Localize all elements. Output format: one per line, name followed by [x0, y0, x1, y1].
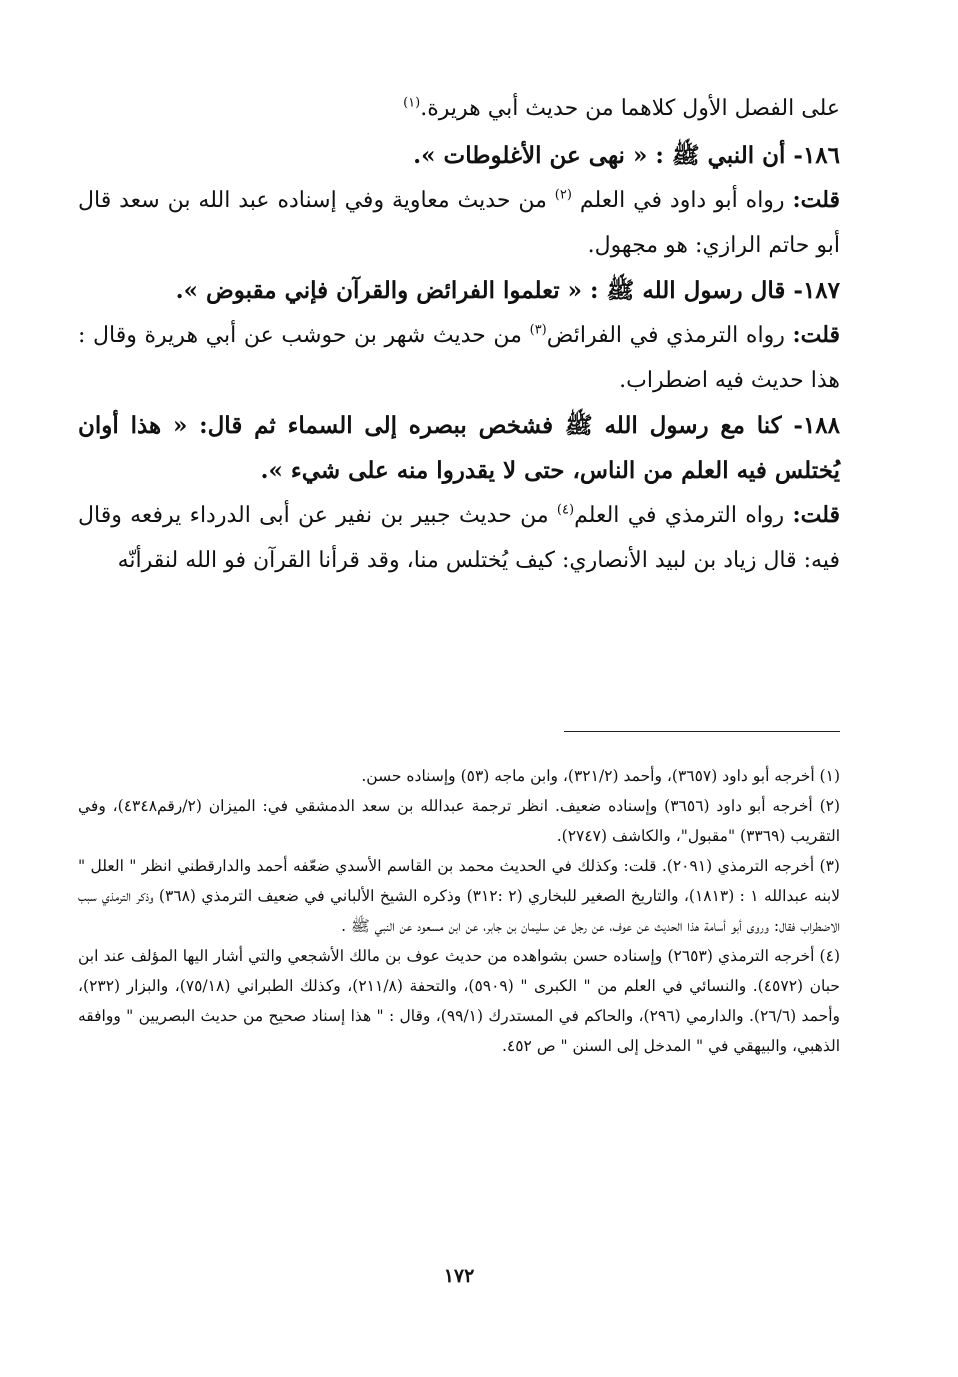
- footnote-4: (٤) أخرجه الترمذي (٢٦٥٣) وإسناده حسن بشواهده من حديث عوف بن مالك الأشجعي والتي أشار اليها المؤلف عند ابن حبان (٤٥٧٢). والنسائي في العلم من " الكبرى " (٥٩٠٩)، والتحفة (٢١١/٨)، وكذلك الطبراني (٧٥/١٨)، والبزار (٢٣٢)، وأحمد (٢٦/٦). والدارمي (٢٩٦)، والحاكم في المستدرك (٩٩/١)، وقال : " هذا إسناد صحيح من حديث البصريين " ووافقه الذهبي، والبيهقي في " المدخل إلى السنن " ص ٤٥٢.: [78, 947, 841, 1055]
- hadith-186: ١٨٦- أن النبي ﷺ : « نهى عن الأغلوطات ».: [413, 142, 840, 169]
- commentary-text: من حديث شهر بن حوشب عن أبي هريرة وقال : هذا حديث فيه اضطراب.: [78, 323, 840, 393]
- commentary-187: [78, 313, 840, 403]
- hadith-188: ١٨٨- كنا مع رسول الله ﷺ فشخص ببصره إلى السماء ثم قال: « هذا أوان يُختلس فيه العلم من الناس، حتى لا يقدروا منه على شيء ».: [78, 412, 840, 484]
- footnote-separator: [564, 731, 840, 732]
- qult-label: قلت:: [792, 322, 840, 348]
- commentary-186: [78, 178, 840, 268]
- commentary-text: رواه الترمذي في العلم: [574, 503, 793, 528]
- commentary-text: رواه أبو داود في العلم: [571, 188, 793, 213]
- footnote-2: (٢) أخرجه أبو داود (٣٦٥٦) وإسناده ضعيف. انظر ترجمة عبدالله بن سعد الدمشقي في: الميزان (٢/رقم٤٣٤٨)، وفي التقريب (٣٣٦٩) "مقبول"، والكاشف (٢٧٤٧).: [78, 797, 841, 845]
- footnote-1: (١) أخرجه أبو داود (٣٦٥٧)، وأحمد (٣٢١/٢)، وابن ماجه (٥٣) وإسناده حسن.: [361, 767, 840, 785]
- commentary-text: من حديث جبير بن نفير عن أبى الدرداء يرفعه وقال فيه: قال زياد بن لبيد الأنصاري: كيف يُختلس منا، وقد قرأنا القرآن فو الله لنقرأنّه: [78, 503, 840, 573]
- continuation-paragraph: [78, 85, 840, 133]
- commentary-text: رواه الترمذي في الفرائض: [546, 323, 793, 348]
- hadith-187: ١٨٧- قال رسول الله ﷺ : « تعلموا الفرائض والقرآن فإني مقبوض ».: [175, 277, 840, 304]
- footnotes: [78, 761, 840, 1061]
- footnote-3: (٣) أخرجه الترمذي (٢٠٩١). قلت: وكذلك في الحديث محمد بن القاسم الأسدي ضعّفه أحمد والدارقطني انظر " العلل " لابنه عبدالله ١ : (١٨١٣)، والتاريخ الصغير للبخاري (٢ :٣١٢) وذكره الشيخ الألباني في ضعيف الترمذي (٣٦٨) وذكر الترمذي سبب الاضطراب فقال: وروى أبو أسامة هذا الحديث عن عوف، عن رجل عن سليمان بن جابر، عن ابن مسعود عن النبي ﷺ .: [78, 857, 841, 935]
- commentary-text: من حديث معاوية وفي إسناده عبد الله بن سعد قال أبو حاتم الرازي: هو مجهول.: [78, 188, 840, 258]
- page-number: ١٧٢: [443, 1265, 475, 1287]
- footnote-ref-2: (٢): [554, 187, 572, 203]
- book-page: [78, 85, 840, 1317]
- commentary-188: [78, 493, 840, 583]
- footnote-ref-1: (١): [403, 95, 421, 111]
- qult-label: قلت:: [792, 187, 841, 213]
- qult-label: قلت:: [792, 502, 840, 528]
- continuation-text: على الفصل الأول كلاهما من حديث أبي هريرة.: [420, 96, 840, 121]
- footnote-ref-4: (٤): [556, 502, 575, 518]
- main-text: [78, 85, 840, 583]
- footnote-ref-3: (٣): [529, 322, 547, 338]
